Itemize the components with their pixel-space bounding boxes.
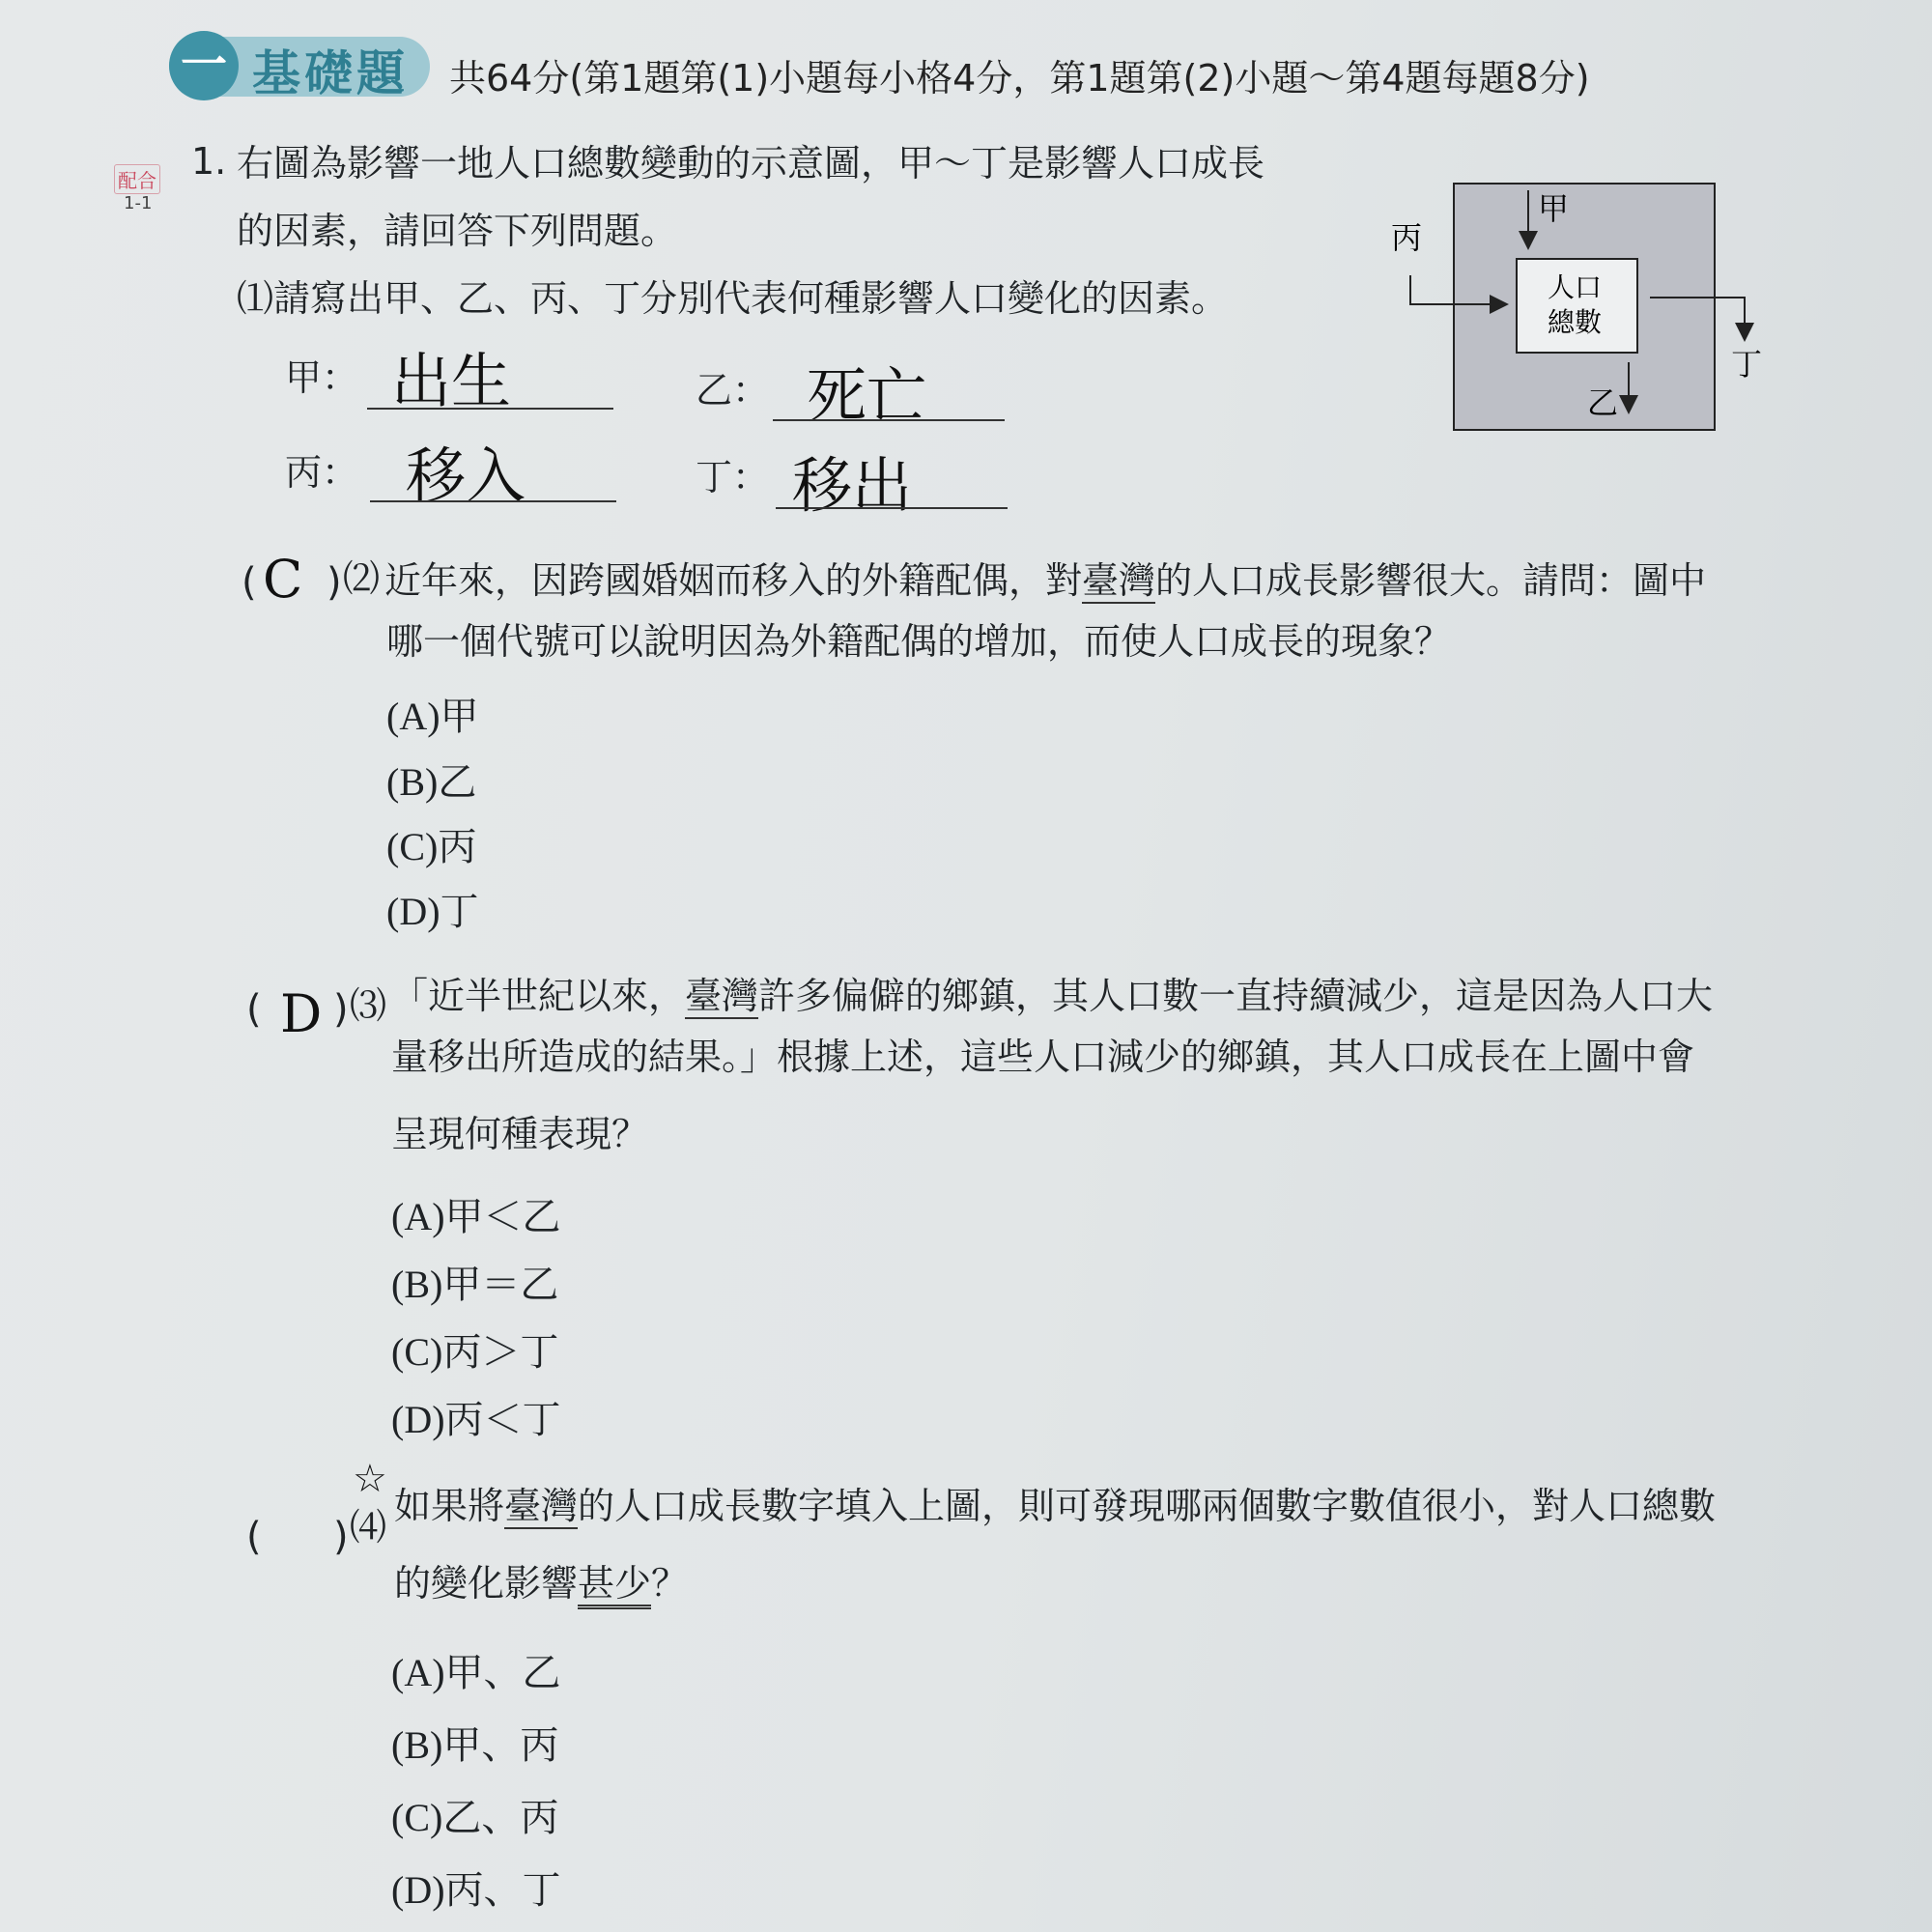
- field-line-ding: [776, 507, 1008, 509]
- field-answer-jia: 出生: [391, 346, 512, 416]
- star-mark-icon: ☆: [353, 1457, 387, 1501]
- part3-option-d: (D)丙＜丁: [391, 1398, 561, 1441]
- field-label-jia: 甲：: [285, 356, 359, 399]
- section-description: 共64分(第1題第(1)小題每小格4分，第1題第(2)小題～第4題每題8分): [449, 57, 1590, 99]
- part3-line3: 呈現何種表現？: [391, 1113, 649, 1155]
- part2-option-c: (C)丙: [386, 825, 477, 868]
- diagram-label-left: 丙: [1391, 219, 1423, 256]
- part2-option-a: (A)甲: [386, 695, 479, 738]
- question-stem-line2: 的因素，請回答下列問題。: [237, 210, 678, 252]
- field-label-yi: 乙：: [696, 369, 770, 412]
- question-stem-line1: 右圖為影響一地人口總數變動的示意圖，甲～丁是影響人口成長: [237, 142, 1265, 185]
- part2-option-b: (B)乙: [386, 760, 477, 804]
- part2-paren-close: ): [327, 560, 342, 605]
- part3-option-b: (B)甲＝乙: [391, 1263, 559, 1306]
- part2-line2: 哪一個代號可以說明因為外籍配偶的增加，而使人口成長的現象？: [386, 620, 1452, 663]
- part2-paren-open: (: [242, 560, 257, 605]
- part2-number: ⑵: [343, 557, 381, 600]
- part1-prompt: ⑴請寫出甲、乙、丙、丁分別代表何種影響人口變化的因素。: [237, 277, 1229, 320]
- part2-answer: C: [263, 549, 303, 610]
- population-flow-svg: [1391, 179, 1777, 449]
- box-label-line2: 總數: [1548, 306, 1603, 338]
- part3-number: ⑶: [350, 984, 387, 1027]
- part2-line1: 近年來，因跨國婚姻而移入的外籍配偶，對臺灣的人口成長影響很大。請問：圖中: [384, 559, 1707, 602]
- part3-line2: 量移出所造成的結果。」根據上述，這些人口減少的鄉鎮，其人口成長在上圖中會: [391, 1036, 1695, 1078]
- curriculum-tag: 配合: [114, 164, 160, 194]
- diagram-label-top: 甲: [1538, 190, 1570, 227]
- field-line-yi: [773, 419, 1005, 421]
- part3-option-a: (A)甲＜乙: [391, 1195, 561, 1238]
- part4-option-b: (B)甲、丙: [391, 1723, 559, 1767]
- part3-option-c: (C)丙＞丁: [391, 1330, 559, 1374]
- section-title: 基礎題: [252, 45, 409, 101]
- part3-paren-open: (: [246, 987, 262, 1032]
- diagram-label-right: 丁: [1731, 346, 1763, 383]
- part4-line2: 的變化影響甚少？: [394, 1565, 688, 1602]
- part4-number: ⑷: [350, 1506, 387, 1548]
- part4-option-a: (A)甲、乙: [391, 1651, 561, 1694]
- part3-answer: D: [280, 983, 323, 1044]
- part4-option-d: (D)丙、丁: [391, 1868, 561, 1912]
- box-label-line1: 人口: [1548, 271, 1603, 303]
- part4-paren-open: (: [246, 1515, 262, 1559]
- field-answer-yi: 死亡: [807, 360, 927, 431]
- section-number: 一: [169, 31, 239, 100]
- part4-paren-close: ): [333, 1515, 349, 1559]
- population-diagram: [1391, 179, 1777, 449]
- diagram-label-bottom: 乙: [1587, 384, 1619, 421]
- field-answer-ding: 移出: [792, 450, 913, 521]
- part3-line1: 「近半世紀以來，臺灣許多偏僻的鄉鎮，其人口數一直持續減少，這是因為人口大: [391, 975, 1714, 1017]
- field-label-bing: 丙：: [285, 451, 359, 494]
- field-label-ding: 丁：: [696, 456, 770, 498]
- field-line-jia: [367, 408, 613, 410]
- part4-line1: 如果將臺灣的人口成長數字填入上圖，則可發現哪兩個數字數值很小，對人口總數: [394, 1485, 1717, 1527]
- part4-option-c: (C)乙、丙: [391, 1796, 559, 1839]
- part2-option-d: (D)丁: [386, 890, 479, 933]
- question-number: 1.: [191, 140, 227, 183]
- curriculum-ref: 1-1: [124, 193, 153, 213]
- part3-paren-close: ): [333, 987, 349, 1032]
- field-answer-bing: 移入: [406, 440, 526, 511]
- field-line-bing: [370, 500, 616, 502]
